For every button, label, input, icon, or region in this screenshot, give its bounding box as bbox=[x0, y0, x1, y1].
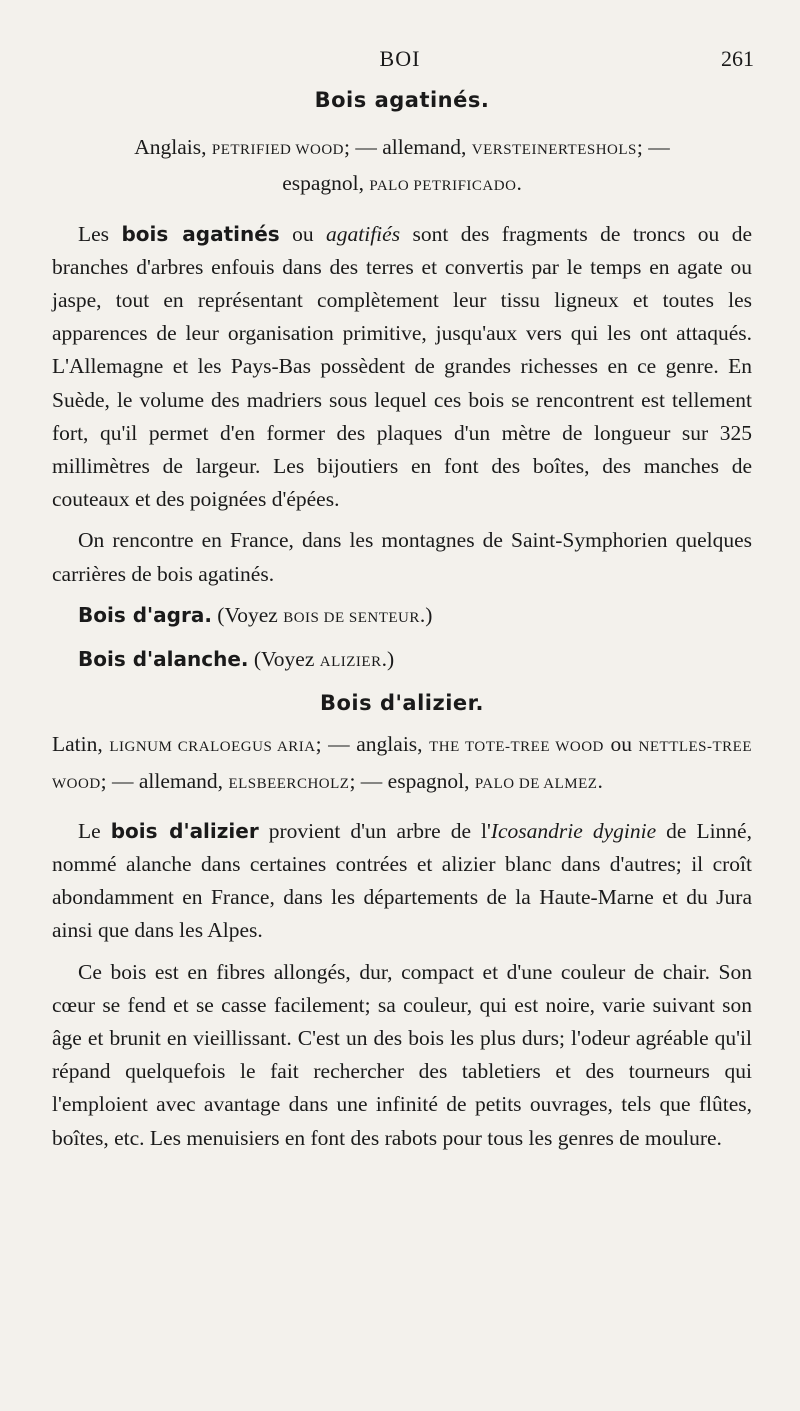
text-run: ; — allemand, bbox=[344, 135, 472, 160]
text-run: ; — espagnol, bbox=[349, 768, 475, 793]
entry-heading-bois-agra: Bois d'agra. bbox=[78, 602, 212, 627]
entry-heading-bois-agatines: Bois agatinés. bbox=[314, 88, 490, 112]
text-run: ; — allemand, bbox=[100, 768, 229, 793]
entry-heading-bois-alizier: Bois d'alizier. bbox=[320, 691, 484, 716]
paragraph-bois-agatines-france: On rencontre en France, dans les montagnes de Saint-Symphorien quelques carrières de bois agatinés. bbox=[52, 528, 752, 586]
text-run: . bbox=[597, 768, 603, 793]
inline-term-bold: bois agatinés bbox=[121, 221, 280, 246]
term-english-alt: NETTLES-TREE WOOD bbox=[52, 739, 753, 792]
term-german: VERSTEINERTESHOLS bbox=[471, 142, 637, 159]
cross-reference: ALIZIER bbox=[319, 654, 382, 671]
text-run: Les bbox=[78, 221, 122, 246]
entry-heading-bois-alanche: Bois d'alanche. bbox=[78, 647, 249, 672]
text-run: Anglais, bbox=[134, 135, 212, 160]
text-run: Latin, bbox=[52, 732, 110, 757]
running-head-title: BOI bbox=[379, 46, 421, 71]
term-latin: LIGNUM CRALOEGUS ARIA bbox=[109, 739, 316, 756]
term-english: PETRIFIED WOOD bbox=[211, 142, 345, 159]
text-run: espagnol, bbox=[282, 171, 370, 196]
inline-term-italic: agatifiés bbox=[326, 221, 401, 246]
text-run: ou bbox=[603, 732, 639, 757]
translations-bois-alizier bbox=[52, 728, 752, 800]
term-spanish: PALO PETRIFICADO bbox=[369, 178, 517, 195]
text-run: ou bbox=[279, 221, 327, 246]
term-german: ELSBEERCHOLZ bbox=[228, 775, 350, 792]
inline-term-italic: Icosandrie dyginie bbox=[490, 818, 657, 843]
inline-term-bold: bois d'alizier bbox=[110, 818, 259, 843]
translations-bois-agatines bbox=[52, 131, 752, 203]
text-run: ; — bbox=[636, 135, 670, 160]
text-run: (Voyez bbox=[248, 647, 320, 672]
text-run: (Voyez bbox=[211, 602, 284, 627]
text-run: .) bbox=[381, 647, 395, 672]
cross-reference: BOIS DE SENTEUR bbox=[283, 609, 420, 626]
page-content bbox=[52, 84, 752, 1155]
text-run: sont des fragments de troncs ou de branches d'arbres enfouis dans des terres et convertis par le temps en agate ou jaspe, tout en représentant complètement leur tissu ligneux et toutes les apparences de leur organisation primitive, jusqu'aux vers qui les ont attaqués. L'Allemagne et les Pays-Bas possèdent de grandes richesses en ce genre. En Suède, le volume des madriers sous lequel ces bois se rencontrent est tellement fort, qu'il permet d'en former des plaques d'un mètre de longueur sur 325 millimètres de largeur. Les bijoutiers en font des boîtes, des manches de couteaux et des poignées d'épées. bbox=[52, 221, 752, 512]
text-run: ; — anglais, bbox=[315, 732, 430, 757]
text-run: .) bbox=[419, 602, 433, 627]
paragraph-bois-alizier-origin bbox=[52, 815, 752, 948]
entry-bois-alanche bbox=[52, 643, 752, 679]
page-number: 261 bbox=[721, 46, 754, 71]
paragraph-bois-agatines-description bbox=[52, 218, 752, 517]
text-run: provient d'un arbre de l' bbox=[258, 818, 491, 843]
text-run: Le bbox=[78, 818, 111, 843]
term-english: THE TOTE-TREE WOOD bbox=[429, 739, 604, 756]
text-run: . bbox=[516, 171, 522, 196]
running-head bbox=[0, 46, 800, 76]
entry-bois-agra bbox=[52, 599, 752, 635]
term-spanish: PALO DE ALMEZ bbox=[474, 775, 598, 792]
text-run: de Linné, nommé alanche dans certaines contrées et alizier blanc dans d'autres; il croît abondamment en France, dans les départements de la Haute-Marne et du Jura ainsi que dans les Alpes. bbox=[52, 818, 752, 943]
paragraph-bois-alizier-properties: Ce bois est en fibres allongés, dur, compact et d'une couleur de chair. Son cœur se fend et se casse facilement; sa couleur, qui est noire, varie suivant son âge et brunit en vieillissant. C'est un des bois les plus durs; l'odeur agréable qu'il répand quelquefois le fait rechercher des tabletiers et des tourneurs qui l'emploient avec avantage dans une infinité de petits ouvrages, tels que flûtes, boîtes, etc. Les menuisiers en font des rabots pour tous les genres de moulure. bbox=[52, 959, 752, 1150]
